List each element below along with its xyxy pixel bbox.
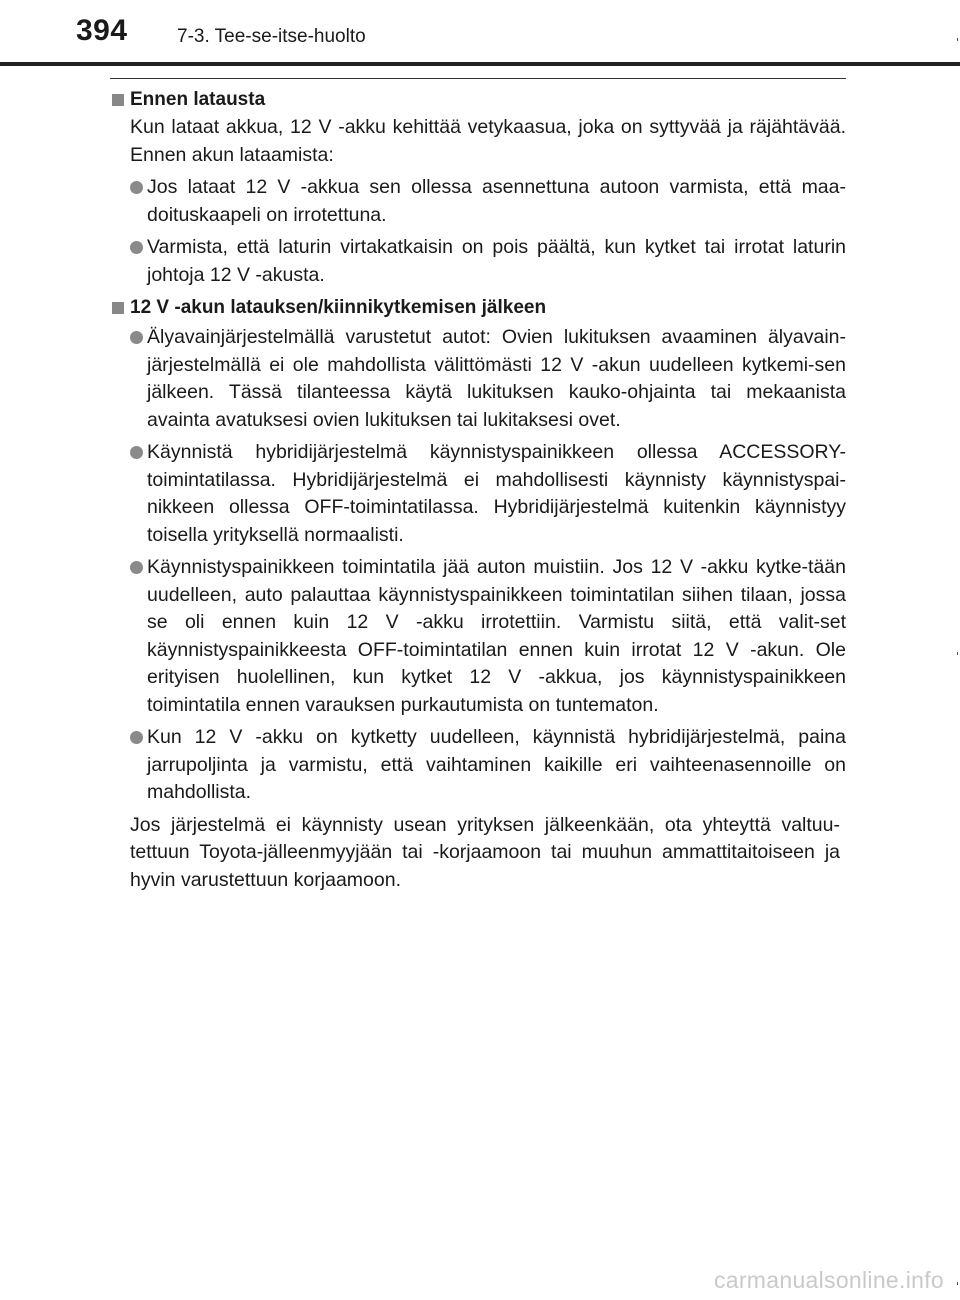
list-item-text: Käynnistä hybridijärjestelmä käynnistyspainikkeen ollessa ACCESSORY-toimintatilassa. Hybridijärjestelmä ei mahdollisesti käynnisty käynnistyspai-nikkeen ollessa OFF-toimintatilassa. Hybridijärjestelmä kuitenkin käynnistyy toisella yrityksellä normaalisti. — [147, 441, 846, 546]
crop-mark — [957, 38, 958, 41]
subsection-heading — [110, 294, 846, 322]
list-item-text: Älyavainjärjestelmällä varustetut autot: Ovien lukituksen avaaminen älyavain-järjestelmällä ei ole mahdollista välittömästi 12 V -akun uudelleen kytkemi-sen jälkeen. Tässä tilanteessa käytä lukituksen kauko-ohjainta tai mekaanista avainta avatuksesi ovien lukituksen tai lukitaksesi ovet. — [147, 326, 846, 431]
page-number: 394 — [76, 14, 128, 47]
subsection-before-charging — [110, 86, 846, 289]
list-item-text: Varmista, että laturin virtakatkaisin on pois päältä, kun kytket tai irrotat laturin johtoja 12 V -akusta. — [147, 236, 846, 286]
crop-mark — [957, 1282, 958, 1285]
subsection-heading-text: Ennen latausta — [130, 89, 266, 111]
watermark-link[interactable]: carmanualsonline.info — [713, 1267, 944, 1293]
list-item-text: Kun 12 V -akku on kytketty uudelleen, käynnistä hybridijärjestelmä, paina jarrupoljinta ja varmistu, että vaihtaminen kaikille eri vaihteenasennoille on mahdollista. — [147, 726, 846, 803]
list-item-text: Käynnistyspainikkeen toimintatila jää auton muistiin. Jos 12 V -akku kytke-tään uudelleen, auto palauttaa käynnistyspainikkeen toimintatilan siihen tilaan, jossa se oli ennen kuin 12 V -akku irrotettiin. Varmistu siitä, että valit-set käynnistyspainikkeesta OFF-toimintatilan ennen kuin irrotat 12 V -akun. Ole erityisen huolellinen, kun kytket 12 V -akkua, jos käynnistyspainikkeen toimintatila ennen varauksen purkautumista on tuntematon. — [147, 556, 846, 716]
list-item — [110, 234, 846, 289]
list-item — [110, 724, 846, 807]
round-bullet-icon — [130, 561, 143, 574]
round-bullet-icon — [130, 241, 143, 254]
page-header — [0, 0, 960, 64]
closing-paragraph: Jos järjestelmä ei käynnisty usean yrityksen jälkeenkään, ota yhteyttä valtuu-tettuun Toyota-jälleenmyyjään tai -korjaamoon tai muuhun ammattitaitoiseen ja hyvin varustettuun korjaamoon. — [130, 813, 840, 891]
paragraph: Kun lataat akkua, 12 V -akku kehittää vetykaasua, joka on syttyvää ja räjähtävää. Ennen akun lataamista: — [130, 116, 846, 166]
round-bullet-icon — [130, 331, 143, 344]
content-rule — [110, 78, 846, 79]
round-bullet-icon — [130, 731, 143, 744]
round-bullet-icon — [130, 446, 143, 459]
crop-mark — [957, 652, 958, 655]
list-item — [110, 554, 846, 719]
page-content — [110, 86, 846, 899]
round-bullet-icon — [130, 181, 143, 194]
header-rule — [0, 62, 960, 66]
list-item-text: Jos lataat 12 V -akkua sen ollessa asennettuna autoon varmista, että maa-doituskaapeli on irrotettuna. — [147, 176, 846, 226]
section-title: 7-3. Tee-se-itse-huolto — [177, 26, 366, 47]
list-item — [110, 439, 846, 549]
subsection-after-charging — [110, 294, 846, 894]
square-bullet-icon — [112, 94, 124, 106]
subsection-heading-text: 12 V -akun latauksen/kiinnikytkemisen jälkeen — [130, 297, 547, 319]
list-item — [110, 174, 846, 229]
subsection-heading — [110, 86, 846, 114]
square-bullet-icon — [112, 302, 124, 314]
list-item — [110, 324, 846, 434]
